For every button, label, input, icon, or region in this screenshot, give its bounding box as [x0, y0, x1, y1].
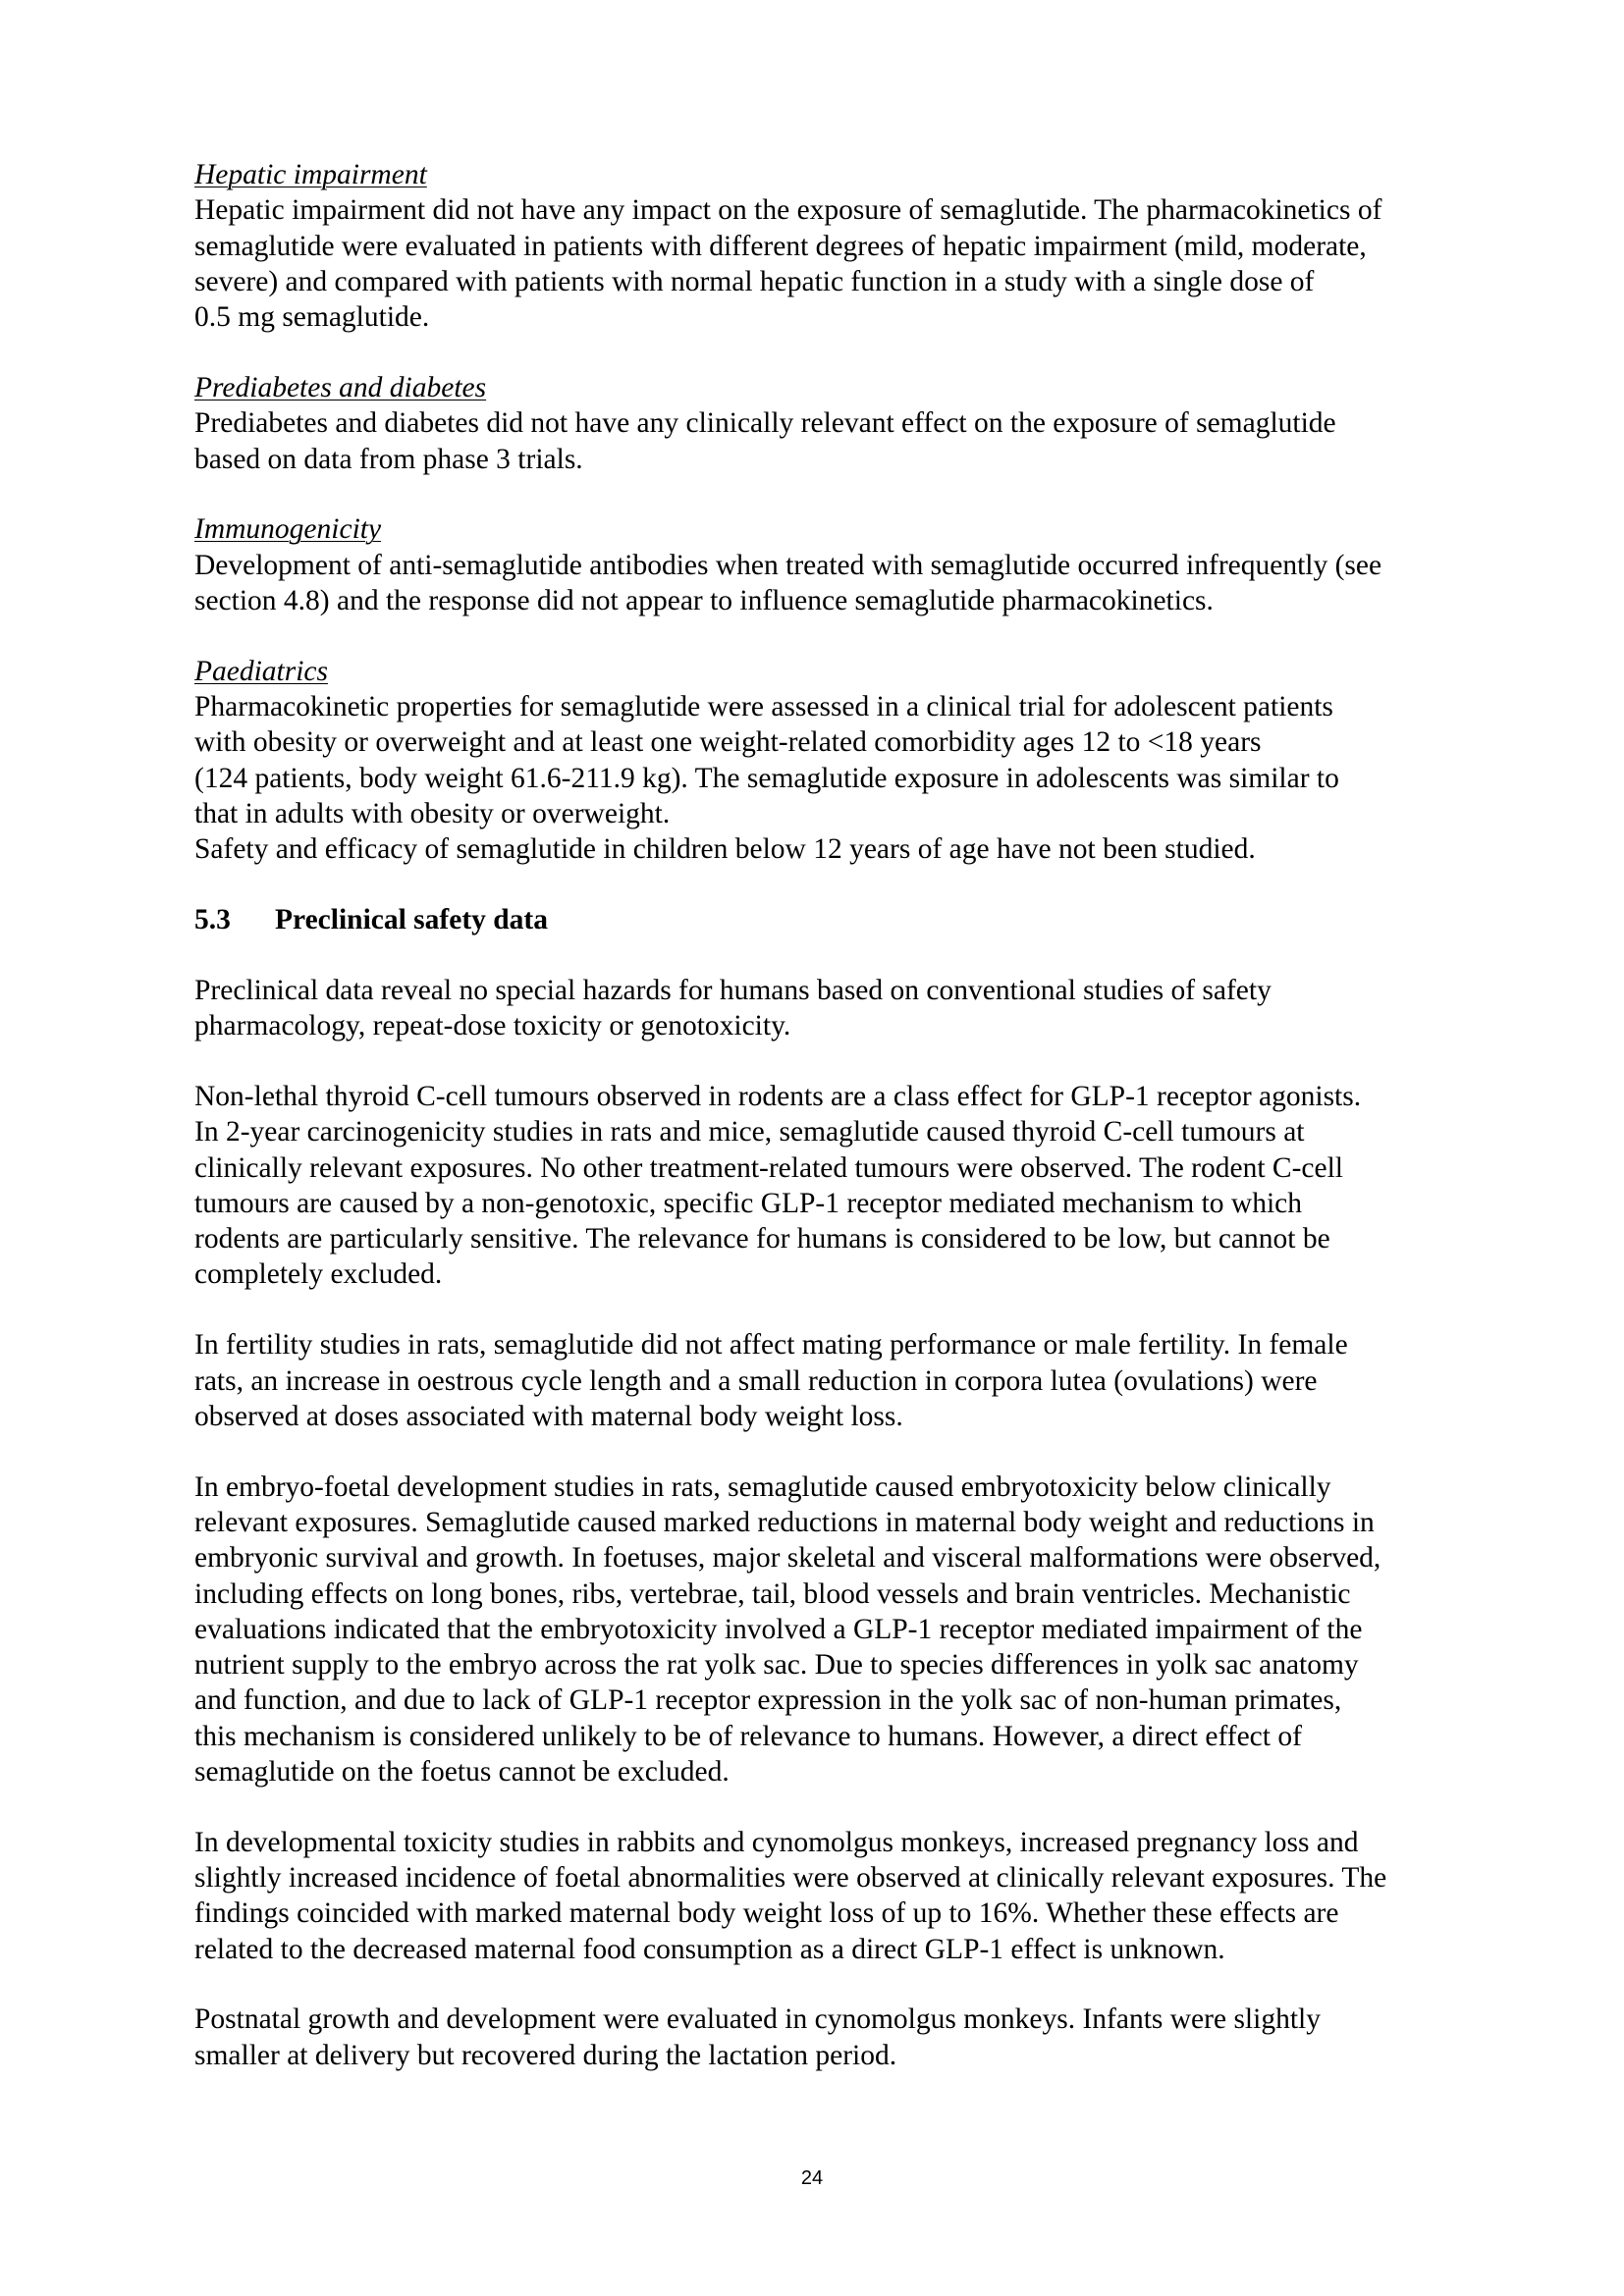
- section-number: 5.3: [194, 904, 231, 936]
- paragraph: [194, 689, 1471, 867]
- page-content: [194, 157, 1471, 2073]
- text-line: related to the decreased maternal food consumption as a direct GLP-1 effect is unknown.: [194, 1933, 1225, 1965]
- text-line: Pharmacokinetic properties for semaglutide were assessed in a clinical trial for adolescent patients: [194, 691, 1333, 723]
- text-line: and function, and due to lack of GLP-1 receptor expression in the yolk sac of non-human primates,: [194, 1684, 1342, 1717]
- text-line: Development of anti-semaglutide antibodies when treated with semaglutide occurred infrequently (see: [194, 549, 1382, 581]
- paragraph: [194, 1079, 1471, 1293]
- subsection-immunogenicity: [194, 511, 1471, 618]
- text-line: based on data from phase 3 trials.: [194, 443, 583, 475]
- text-line: observed at doses associated with maternal body weight loss.: [194, 1400, 903, 1432]
- text-line: (124 patients, body weight 61.6-211.9 kg). The semaglutide exposure in adolescents was similar to: [194, 762, 1339, 794]
- paragraph: [194, 192, 1471, 335]
- subsection-paediatrics: [194, 654, 1471, 868]
- text-line: pharmacology, repeat-dose toxicity or genotoxicity.: [194, 1010, 791, 1042]
- paragraph: [194, 1327, 1471, 1434]
- paragraph: [194, 973, 1471, 1044]
- text-line: In 2-year carcinogenicity studies in rats and mice, semaglutide caused thyroid C-cell tumours at: [194, 1116, 1305, 1148]
- text-line: Prediabetes and diabetes did not have any clinically relevant effect on the exposure of semaglutide: [194, 407, 1336, 440]
- text-line: embryonic survival and growth. In foetuses, major skeletal and visceral malformations were observed,: [194, 1542, 1381, 1575]
- text-line: severe) and compared with patients with normal hepatic function in a study with a single dose of: [194, 265, 1315, 297]
- subsection-hepatic-impairment: [194, 157, 1471, 335]
- paragraph: [194, 1469, 1471, 1790]
- paragraph: [194, 405, 1471, 477]
- text-line: relevant exposures. Semaglutide caused marked reductions in maternal body weight and reductions in: [194, 1506, 1375, 1538]
- text-line: rodents are particularly sensitive. The relevance for humans is considered to be low, but cannot be: [194, 1223, 1330, 1255]
- paragraph: [194, 2002, 1471, 2073]
- text-line: smaller at delivery but recovered during the lactation period.: [194, 2039, 897, 2071]
- text-line: with obesity or overweight and at least one weight-related comorbidity ages 12 to <18 years: [194, 726, 1262, 759]
- paragraph: [194, 548, 1471, 619]
- text-line: Non-lethal thyroid C-cell tumours observed in rodents are a class effect for GLP-1 receptor agonists.: [194, 1080, 1362, 1112]
- text-line: Safety and efficacy of semaglutide in children below 12 years of age have not been studied.: [194, 833, 1256, 866]
- text-line: Preclinical data reveal no special hazards for humans based on conventional studies of safety: [194, 974, 1272, 1006]
- subsection-heading: Immunogenicity: [194, 513, 382, 546]
- text-line: Postnatal growth and development were evaluated in cynomolgus monkeys. Infants were slightly: [194, 2003, 1321, 2036]
- subsection-heading: Hepatic impairment: [194, 159, 427, 190]
- text-line: this mechanism is considered unlikely to be of relevance to humans. However, a direct effect of: [194, 1720, 1302, 1752]
- text-line: findings coincided with marked maternal body weight loss of up to 16%. Whether these effects are: [194, 1897, 1339, 1930]
- section-title: Preclinical safety data: [275, 904, 549, 936]
- text-line: tumours are caused by a non-genotoxic, specific GLP-1 receptor mediated mechanism to which: [194, 1187, 1303, 1219]
- text-line: In embryo-foetal development studies in rats, semaglutide caused embryotoxicity below clinically: [194, 1470, 1331, 1503]
- text-line: semaglutide on the foetus cannot be excluded.: [194, 1755, 730, 1788]
- paragraph: [194, 1825, 1471, 1967]
- text-line: In fertility studies in rats, semaglutide did not affect mating performance or male fertility. In female: [194, 1329, 1348, 1362]
- page-number: 24: [800, 2167, 824, 2189]
- subsection-prediabetes: [194, 370, 1471, 477]
- text-line: evaluations indicated that the embryotoxicity involved a GLP-1 receptor mediated impairment of the: [194, 1613, 1363, 1645]
- text-line: including effects on long bones, ribs, vertebrae, tail, blood vessels and brain ventricles. Mechanistic: [194, 1577, 1351, 1610]
- text-line: 0.5 mg semaglutide.: [194, 301, 430, 334]
- text-line: nutrient supply to the embryo across the rat yolk sac. Due to species differences in yolk sac anatomy: [194, 1649, 1359, 1682]
- text-line: Hepatic impairment did not have any impact on the exposure of semaglutide. The pharmacokinetics of: [194, 194, 1382, 227]
- text-line: slightly increased incidence of foetal abnormalities were observed at clinically relevant exposures. The: [194, 1862, 1387, 1895]
- text-line: In developmental toxicity studies in rabbits and cynomolgus monkeys, increased pregnancy loss and: [194, 1826, 1359, 1858]
- text-line: clinically relevant exposures. No other treatment-related tumours were observed. The rodent C-cell: [194, 1151, 1344, 1184]
- section-heading: [194, 902, 1471, 937]
- text-line: that in adults with obesity or overweight.: [194, 797, 671, 829]
- text-line: completely excluded.: [194, 1258, 443, 1291]
- subsection-heading: Prediabetes and diabetes: [194, 371, 487, 403]
- text-line: semaglutide were evaluated in patients with different degrees of hepatic impairment (mild, moderate,: [194, 230, 1367, 262]
- subsection-heading: Paediatrics: [194, 655, 329, 687]
- text-line: section 4.8) and the response did not appear to influence semaglutide pharmacokinetics.: [194, 584, 1214, 616]
- text-line: rats, an increase in oestrous cycle length and a small reduction in corpora lutea (ovulations) were: [194, 1364, 1318, 1397]
